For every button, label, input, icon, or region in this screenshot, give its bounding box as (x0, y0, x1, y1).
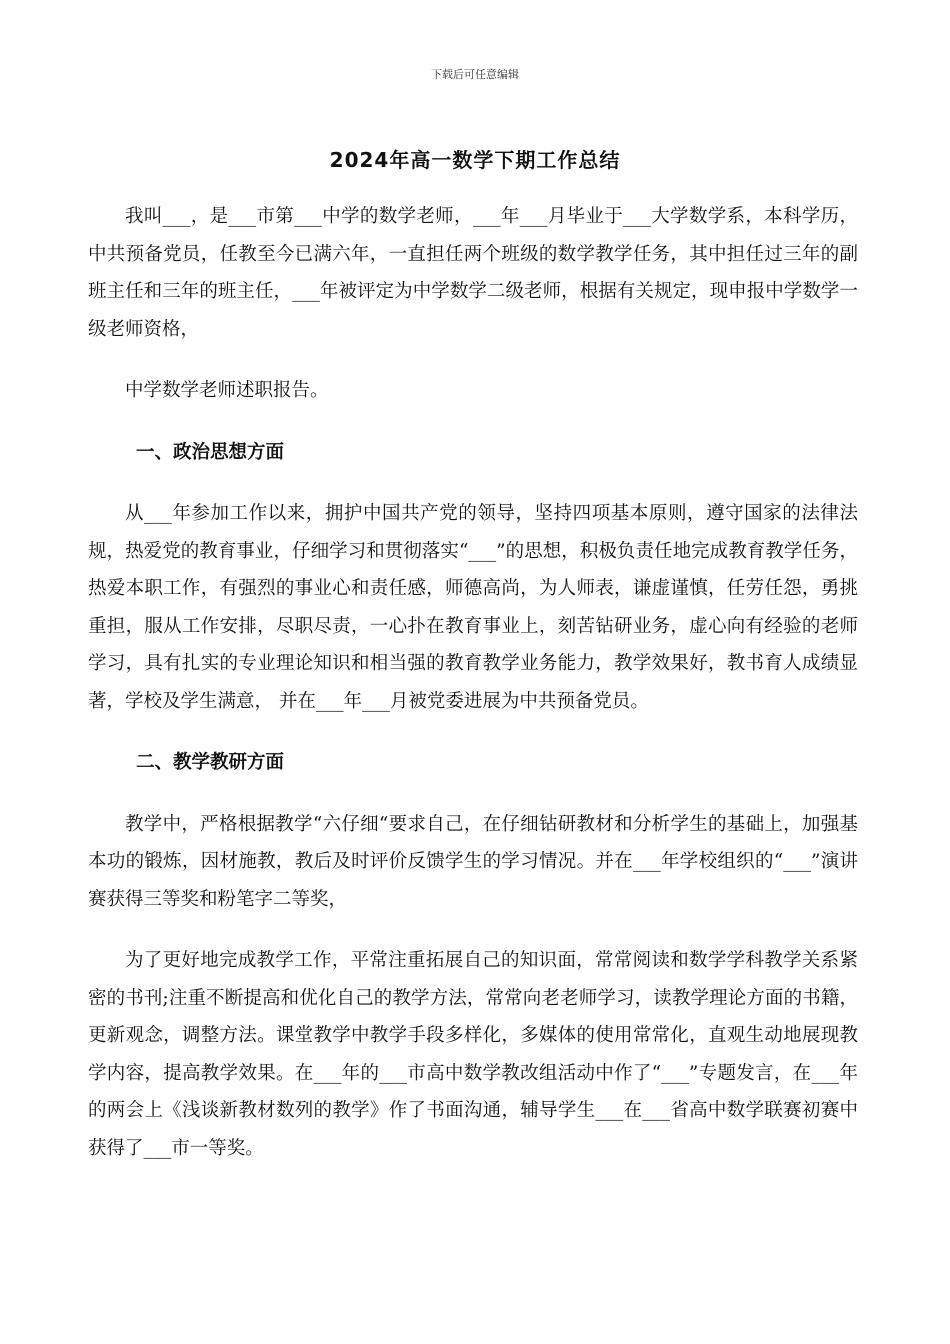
section2-paragraph2: 为了更好地完成教学工作，平常注重拓展自己的知识面，常常阅读和数学学科教学关系紧密的书刊;注重不断提高和优化自己的教学方法，常常向老老师学习，读教学理论方面的书籍，更新观念，调整方法。课堂教学中教学手段多样化，多媒体的使用常常化，直观生动地展现教学内容，提高教学效果。在___年的___市高中数学教改组活动中作了“___”专题发言，在___年的两会上《浅谈新教材数列的教学》作了书面沟通，辅导学生___在___省高中数学联赛初赛中获得了___市一等奖。 (88, 950, 858, 1159)
section1-heading: 一、政治思想方面 (136, 441, 285, 463)
document-body (88, 198, 858, 1167)
section1-paragraph: 从___年参加工作以来，拥护中国共产党的领导，坚持四项基本原则，遵守国家的法律法规，热爱党的教育事业，仔细学习和贯彻落实“___”的思想，积极负责任地完成教育教学任务，热爱本职工作，有强烈的事业心和责任感，师德高尚，为人师表，谦虚谨慎，任劳任怨，勇挑重担，服从工作安排，尽职尽责，一心扑在教育事业上，刻苦钻研业务，虚心向有经验的老师学习，具有扎实的专业理论知识和相当强的教育教学业务能力，教学效果好，教书育人成绩显著，学校及学生满意， 并在___年___月被党委进展为中共预备党员。 (88, 503, 858, 712)
header-note: 下载后可任意编辑 (431, 68, 519, 81)
section2-paragraph1: 教学中，严格根据教学“六仔细“要求自己，在仔细钻研教材和分析学生的基础上，加强基本功的锻炼，因材施教，教后及时评价反馈学生的学习情况。并在___年学校组织的“___”演讲赛获得三等奖和粉笔字二等奖， (88, 813, 858, 910)
section2-heading: 二、教学教研方面 (136, 752, 285, 773)
report-line: 中学数学老师述职报告。 (125, 380, 329, 401)
intro-paragraph: 我叫___，是___市第___中学的数学老师，___年___月毕业于___大学数学系，本科学历，中共预备党员，任教至今已满六年，一直担任两个班级的数学教学任务，其中担任过三年的副班主任和三年的班主任，___年被评定为中学数学二级老师，根据有关规定，现申报中学数学一级老师资格， (88, 206, 858, 340)
document-title: 2024年高一数学下期工作总结 (329, 148, 621, 172)
